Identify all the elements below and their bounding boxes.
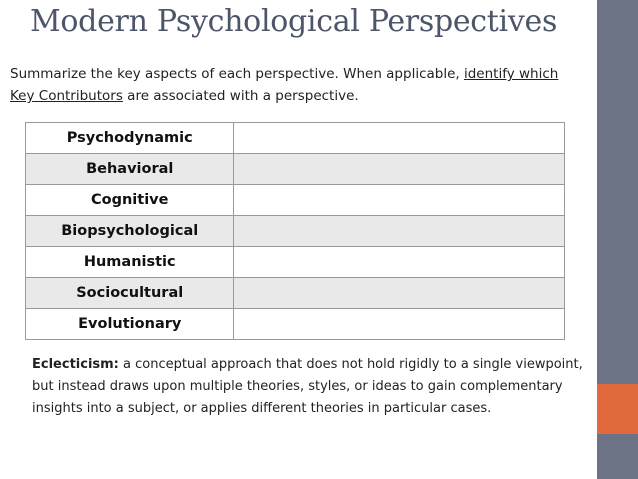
perspective-summary-cell bbox=[234, 309, 565, 340]
perspective-summary-cell bbox=[234, 123, 565, 154]
instructions bbox=[10, 63, 580, 107]
instructions-text-1: Summarize the key aspects of each perspective. When applicable, bbox=[10, 66, 464, 82]
table-row bbox=[26, 278, 565, 309]
table-row bbox=[26, 216, 565, 247]
table-row bbox=[26, 123, 565, 154]
eclecticism-definition bbox=[32, 354, 592, 420]
perspectives-table bbox=[25, 122, 565, 340]
perspective-name: Sociocultural bbox=[26, 278, 234, 309]
slide-title: Modern Psychological Perspectives bbox=[30, 4, 558, 39]
table-row bbox=[26, 247, 565, 278]
side-accent-block bbox=[597, 384, 638, 434]
table-row bbox=[26, 154, 565, 185]
perspective-name: Cognitive bbox=[26, 185, 234, 216]
perspective-summary-cell bbox=[234, 154, 565, 185]
perspective-summary-cell bbox=[234, 278, 565, 309]
eclecticism-term: Eclecticism: bbox=[32, 357, 119, 372]
instructions-underlined: identify which Key Contributors bbox=[10, 66, 559, 104]
table-row bbox=[26, 185, 565, 216]
perspective-name: Evolutionary bbox=[26, 309, 234, 340]
table-row bbox=[26, 309, 565, 340]
eclecticism-text: a conceptual approach that does not hold rigidly to a single viewpoint, but instead draws upon multiple theories, styles, or ideas to gain complementary insights into a subject, or applies different theories in particular cases. bbox=[32, 357, 583, 416]
perspective-name: Behavioral bbox=[26, 154, 234, 185]
perspective-name: Humanistic bbox=[26, 247, 234, 278]
perspective-name: Biopsychological bbox=[26, 216, 234, 247]
instructions-text-2: are associated with a perspective. bbox=[122, 88, 359, 104]
perspective-summary-cell bbox=[234, 247, 565, 278]
perspective-summary-cell bbox=[234, 185, 565, 216]
perspective-name: Psychodynamic bbox=[26, 123, 234, 154]
perspective-summary-cell bbox=[234, 216, 565, 247]
